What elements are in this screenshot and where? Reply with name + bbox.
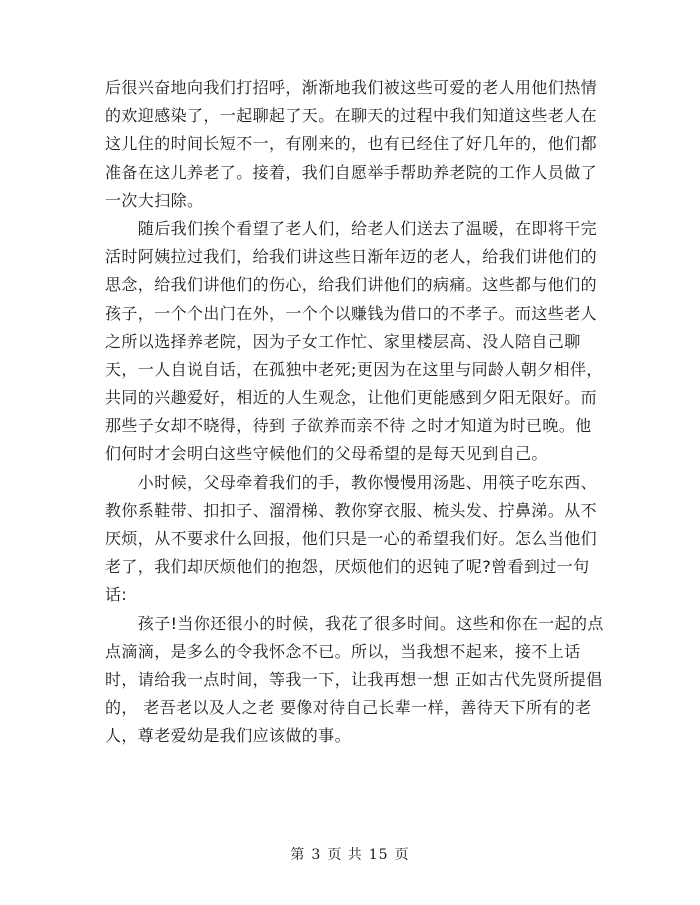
text-line: 随后我们挨个看望了老人们，给老人们送去了温暖，在即将干完: [105, 218, 598, 238]
document-body: [105, 74, 604, 751]
text-line: 后很兴奋地向我们打招呼，渐渐地我们被这些可爱的老人用他们热情: [105, 78, 598, 97]
text-line: 准备在这儿养老了。接着，我们自愿举手帮助养老院的工作人员做了: [105, 162, 598, 182]
text-line: 的， 老吾老以及人之老 要像对待自己长辈一样，善待天下所有的老: [105, 698, 592, 718]
footer-page-number: 3: [311, 847, 322, 863]
text-line: 点滴滴，是多么的令我怀念不已。所以，当我想不起来，接不上话: [105, 641, 581, 661]
paragraph-3: [105, 469, 598, 610]
text-line: 话:: [105, 585, 128, 605]
page-footer: [0, 845, 700, 865]
text-line: 共同的兴趣爱好，相近的人生观念，让他们更能感到夕阳无限好。而: [105, 388, 598, 408]
text-line: 孩子!当你还很小的时候，我花了很多时间。这些和你在一起的点: [105, 613, 604, 633]
text-line: 孩子，一个个出门在外，一个个以赚钱为借口的不孝子。而这些老人: [105, 303, 598, 323]
text-line: 思念，给我们讲他们的伤心，给我们讲他们的病痛。这些都与他们的: [105, 275, 598, 295]
text-line: 教你系鞋带、扣扣子、溜滑梯、教你穿衣服、梳头发、拧鼻涕。从不: [105, 500, 598, 520]
text-line: 这儿住的时间长短不一，有刚来的，也有已经住了好几年的，他们都: [105, 134, 598, 154]
text-line: 的欢迎感染了，一起聊起了天。在聊天的过程中我们知道这些老人在: [105, 106, 598, 126]
text-line: 老了，我们却厌烦他们的抱怨，厌烦他们的迟钝了呢?曾看到过一句: [105, 557, 590, 577]
text-line: 之所以选择养老院，因为子女工作忙、家里楼层高、没人陪自己聊: [105, 331, 581, 351]
text-line: 时，请给我一点时间，等我一下，让我再想一想 正如古代先贤所提倡: [105, 669, 603, 689]
text-line: 活时阿姨拉过我们，给我们讲这些日渐年迈的老人，给我们讲他们的: [105, 247, 598, 267]
paragraph-4: [105, 610, 604, 751]
footer-total-pages: 15: [368, 847, 389, 863]
text-line: 一次大扫除。: [105, 190, 204, 210]
footer-suffix: 页: [394, 847, 410, 863]
footer-prefix: 第: [290, 847, 306, 863]
text-line: 人，尊老爱幼是我们应该做的事。: [105, 726, 352, 746]
text-line: 们何时才会明白这些守候他们的父母希望的是每天见到自己。: [105, 444, 548, 464]
text-line: 厌烦，从不要求什么回报，他们只是一心的希望我们好。怎么当他们: [105, 529, 598, 548]
text-line: 天，一人自说自话，在孤独中老死;更因为在这里与同龄人朝夕相伴，: [105, 359, 603, 379]
paragraph-2: [105, 215, 603, 469]
paragraph-1: [105, 74, 598, 215]
text-line: 小时候，父母牵着我们的手，教你慢慢用汤匙、用筷子吃东西、: [105, 472, 598, 492]
text-line: 那些子女却不晓得，待到 子欲养而亲不待 之时才知道为时已晚。他: [105, 416, 592, 436]
footer-middle: 页 共: [327, 847, 363, 863]
